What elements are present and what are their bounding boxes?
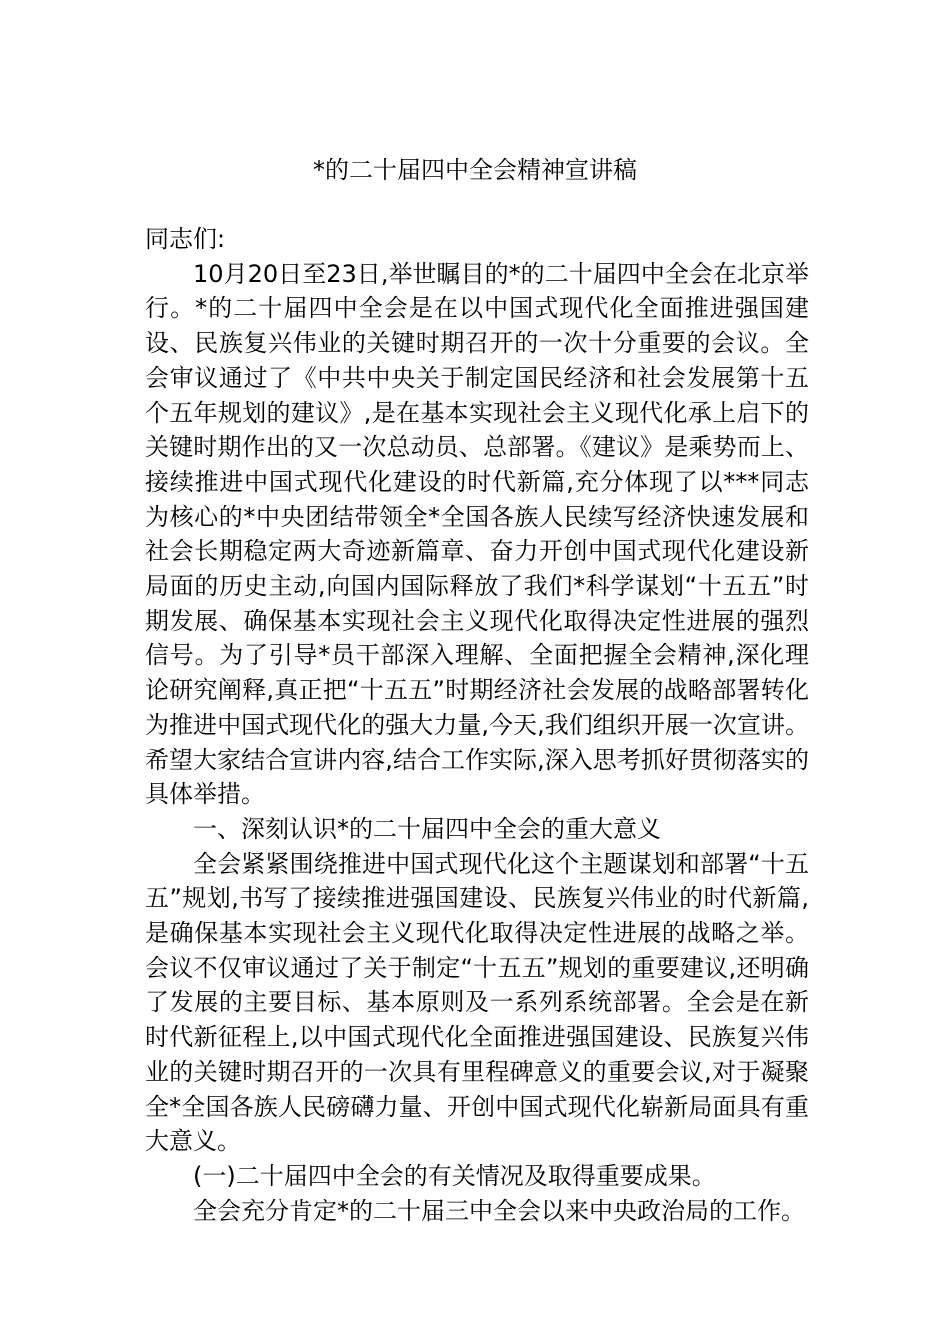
subsection-heading-1: (一)二十届四中全会的有关情况及取得重要成果。 — [193, 1161, 716, 1190]
paragraph-intro: 10月20日至23日,举世瞩目的*的二十届四中全会在北京举行。*的二十届四中全会是在以中国式现代化全面推进强国建设、民族复兴伟业的关键时期召开的一次十分重要的会议。全会审议通过了《中共中央关于制定国民经济和社会发展第十五个五年规划的建议》,是在基本实现社会主义现代化承上启下的关键时期作出的又一次总动员、总部署。《建议》是乘势而上、接续推进中国式现代化建设的时代新篇,充分体现了以***同志为核心的*中央团结带领全*全国各族人民续写经济快速发展和社会长期稳定两大奇迹新篇章、奋力开创中国式现代化建设新局面的历史主动,向国内国际释放了我们*科学谋划“十五五”时期发展、确保基本实现社会主义现代化取得决定性进展的强烈信号。为了引导*员干部深入理解、全面把握全会精神,深化理论研究阐释,真正把“十五五”时期经济社会发展的战略部署转化为推进中国式现代化的强大力量,今天,我们组织开展一次宣讲。希望大家结合宣讲内容,结合工作实际,深入思考抓好贯彻落实的具体举措。 — [145, 259, 809, 809]
document-title: *的二十届四中全会精神宣讲稿 — [313, 156, 637, 184]
paragraph-affirmation: 全会充分肯定*的二十届三中全会以来中央政治局的工作。 — [193, 1196, 805, 1225]
section-heading-1: 一、深刻认识*的二十届四中全会的重大意义 — [193, 814, 661, 843]
paragraph-significance: 全会紧紧围绕推进中国式现代化这个主题谋划和部署“十五五”规划,书写了接续推进强国建设、民族复兴伟业的时代新篇,是确保基本实现社会主义现代化取得决定性进展的战略之举。会议不仅审议通过了关于制定“十五五”规划的重要建议,还明确了发展的主要目标、基本原则及一系列系统部署。全会是在新时代新征程上,以中国式现代化全面推进强国建设、民族复兴伟业的关键时期召开的一次具有里程碑意义的重要会议,对于凝聚全*全国各族人民磅礴力量、开创中国式现代化崭新局面具有重大意义。 — [145, 849, 809, 1156]
document-body — [145, 222, 809, 1228]
salutation: 同志们: — [145, 225, 226, 253]
